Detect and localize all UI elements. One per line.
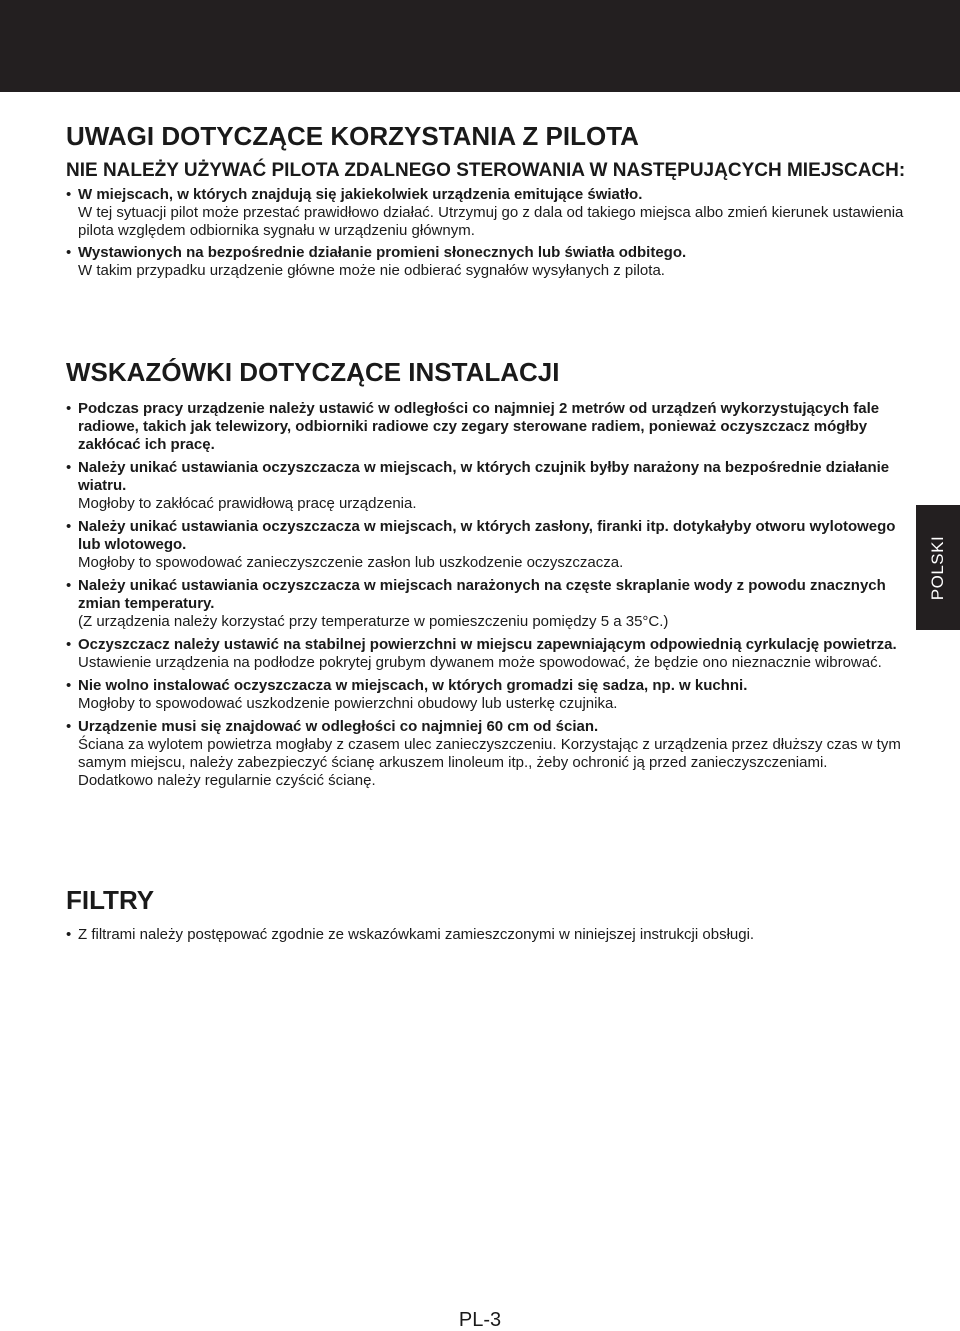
item-heading: Wystawionych na bezpośrednie działanie promieni słonecznych lub światła odbitego. [78, 244, 687, 261]
item-heading: Oczyszczacz należy ustawić na stabilnej powierzchni w miejscu zapewniającym odpowiednią cyrkulację powietrza. [78, 636, 897, 653]
list-item [66, 400, 906, 454]
item-heading: Nie wolno instalować oczyszczacza w miejscach, w których gromadzi się sadza, np. w kuchni. [78, 677, 748, 694]
page-number: PL-3 [458, 1309, 502, 1331]
list-item [66, 926, 906, 944]
section-filters [66, 884, 906, 948]
item-text: W takim przypadku urządzenie główne może nie odbierać sygnałów wysyłanych z pilota. [78, 262, 665, 279]
bullet-icon: • [66, 244, 72, 261]
section-title-remote: UWAGI DOTYCZĄCE KORZYSTANIA Z PILOTA [66, 121, 639, 151]
item-heading: W miejscach, w których znajdują się jakiekolwiek urządzenia emitujące światło. [78, 186, 643, 203]
item-text: (Z urządzenia należy korzystać przy temperaturze w pomieszczeniu pomiędzy 5 a 35°C.) [78, 613, 669, 630]
section-title-filters: FILTRY [66, 885, 155, 915]
item-heading: Urządzenie musi się znajdować w odległości co najmniej 60 cm od ścian. [78, 718, 599, 735]
bullet-icon: • [66, 636, 72, 653]
list-item [66, 518, 906, 572]
language-tab-label: POLSKI [928, 535, 948, 600]
bullet-icon: • [66, 400, 72, 417]
item-text: Ściana za wylotem powietrza mogłaby z czasem ulec zanieczyszczeniu. Korzystając z urządzenia przez dłuższy czas w tym samym miejscu, należy zabezpieczyć ścianę arkuszem linoleum itp., żeby ochronić ją przed zanieczyszczeniami. Dodatkowo należy regularnie czyścić ścianę. [78, 736, 901, 789]
bullet-icon: • [66, 186, 72, 203]
bullet-icon: • [66, 926, 72, 943]
item-text: Mogłoby to zakłócać prawidłową pracę urządzenia. [78, 495, 417, 512]
item-heading: Należy unikać ustawiania oczyszczacza w miejscach, w których czujnik byłby narażony na bezpośrednie działanie wiatru. [78, 459, 890, 494]
item-text: Ustawienie urządzenia na podłodze pokrytej grubym dywanem może spowodować, że będzie ono nieznacznie wibrować. [78, 654, 882, 671]
list-item [66, 186, 906, 240]
item-text: Mogłoby to spowodować uszkodzenie powierzchni obudowy lub usterkę czujnika. [78, 695, 618, 712]
list-item [66, 677, 906, 713]
list-item [66, 718, 906, 790]
list-item [66, 459, 906, 513]
section-remote [66, 120, 906, 284]
item-text: W tej sytuacji pilot może przestać prawidłowo działać. Utrzymuj go z dala od takiego miejsca albo zmień kierunek ustawienia pilota względem odbiornika sygnału w urządzeniu głównym. [78, 204, 904, 239]
section-install [66, 356, 906, 795]
item-text: Mogłoby to spowodować zanieczyszczenie zasłon lub uszkodzenie oczyszczacza. [78, 554, 624, 571]
item-heading: Podczas pracy urządzenie należy ustawić w odległości co najmniej 2 metrów od urządzeń wykorzystujących fale radiowe, takich jak telewizory, odbiorniki radiowe czy zegary sterowane radiem, ponieważ oczyszczacz mógłby zakłócać ich pracę. [78, 400, 880, 453]
bullet-icon: • [66, 459, 72, 476]
bullet-icon: • [66, 677, 72, 694]
bullet-icon: • [66, 577, 72, 594]
item-heading: Należy unikać ustawiania oczyszczacza w miejscach, w których zasłony, firanki itp. dotykałyby otworu wylotowego lub wlotowego. [78, 518, 896, 553]
language-tab [916, 505, 960, 630]
header-bar [0, 0, 960, 92]
list-item [66, 577, 906, 631]
bullet-icon: • [66, 718, 72, 735]
bullet-icon: • [66, 518, 72, 535]
item-text: Z filtrami należy postępować zgodnie ze wskazówkami zamieszczonymi w niniejszej instrukcji obsługi. [78, 926, 755, 943]
item-heading: Należy unikać ustawiania oczyszczacza w miejscach narażonych na częste skraplanie wody z powodu znacznych zmian temperatury. [78, 577, 886, 612]
list-item [66, 636, 906, 672]
section-title-install: WSKAZÓWKI DOTYCZĄCE INSTALACJI [66, 357, 560, 387]
list-item [66, 244, 906, 280]
section-subtitle-remote: NIE NALEŻY UŻYWAĆ PILOTA ZDALNEGO STEROWANIA W NASTĘPUJĄCYCH MIEJSCACH: [66, 160, 906, 181]
